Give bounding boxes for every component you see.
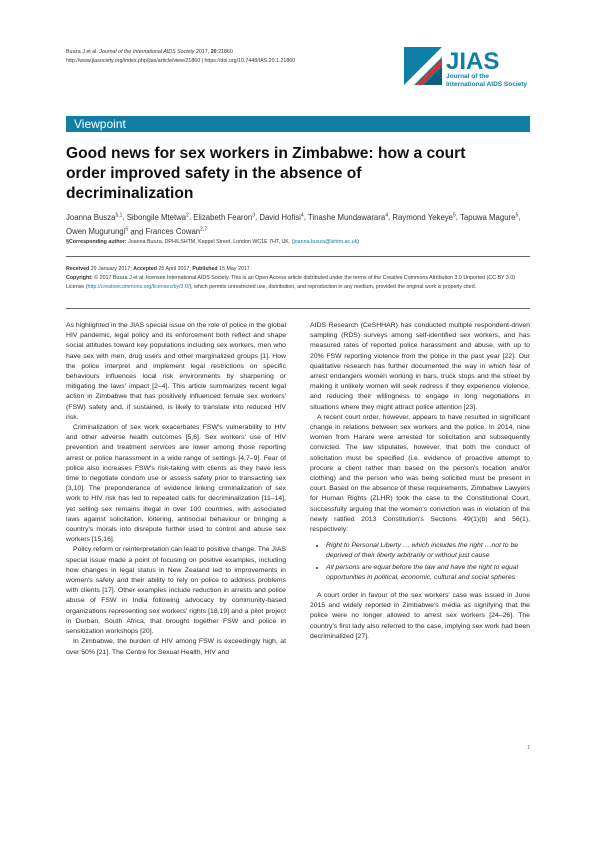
paragraph: A court order in favour of the sex workers' case was issued in June 2015 and widely reported in Zimbabwe's media as signifying that the police were no longer allowed to arrest sex workers [24–26]. The country's first lady also referred to the case, implying sex work had been decriminalized [27].	[310, 592, 530, 640]
svg-text:JIAS: JIAS	[446, 48, 500, 75]
paragraph: As highlighted in the JIAS special issue on the role of police in the global HIV pandemic, legal policy and its enforcement both reflect and shape social attitudes toward key populations including sex workers, men who have sex with men, drug users and other marginalized groups [1]. How the police interpret and implement legal restrictions on specific behaviours influences local risk environments by sharpening or mitigating the laws' impact [2–4]. This article summarizes recent legal action in Zimbabwe that has positively influenced female sex workers' (FSW) safety and, if sustained, is likely to translate into reduced HIV risk.	[66, 322, 286, 421]
license-link[interactable]: http://creativecommons.org/licenses/by/3.0/	[87, 283, 190, 290]
jias-logo-mark	[402, 43, 530, 95]
section-label: Viewpoint	[74, 117, 126, 131]
author-name: David Hofisi$^4$	[259, 212, 304, 222]
paragraph: In Zimbabwe, the burden of HIV among FSW is exceedingly high, at over 50% [21]. The Centre for Sexual Health, HIV and	[66, 638, 286, 656]
author-name: Tapuwa Magure$^5$	[460, 212, 519, 222]
article-links[interactable]: http://www.jiasociety.org/index.php/jias/article/view/21860 | https://doi.org/10.7448/IAS.20.1.21860	[66, 57, 296, 64]
author-name: Tinashe Mundawarara$^4$	[307, 212, 388, 222]
section-banner	[66, 116, 530, 132]
jias-logo	[402, 43, 530, 95]
author-name: Sibongile Mtetwa$^2$	[126, 212, 189, 222]
email-link[interactable]: joanna.busza@lshtm.ac.uk	[293, 239, 358, 245]
corresponding-author: §Corresponding author: Joanna Busza, DPH/LSHTM, Keppel Street, London WC1E 7HT, UK. (joanna.busza@lshtm.ac.uk)	[66, 239, 360, 245]
paragraph: Policy reform or reinterpretation can lead to positive change. The JIAS special issue made a point of focusing on positive examples, including how changes in legal status in New Zealand led to improvements in women's safety and their ability to rely on police to address problems with clients [17]. Other examples include reduction in arrests and police abuse of FSW in India following advocacy by community-based organizations representing sex workers' rights [18,19] and a pilot project in Durban, South Africa, that brought together FSW and police in sensitization workshops [20].	[66, 546, 286, 636]
svg-text:Journal of the: Journal of the	[446, 73, 489, 80]
list-item: • Right to Personal Liberty … which includes the right …not to be deprived of their liberty arbitrarily or without just cause	[326, 541, 530, 561]
author-name: Joanna Busza$^{\S,1}$	[66, 212, 123, 222]
body-column-right	[310, 321, 530, 642]
quote-list	[310, 541, 530, 583]
author-name: Frances Cowan$^{2,7}$	[145, 226, 208, 237]
article-title: Good news for sex workers in Zimbabwe: how a court order improved safety in the absence of decriminalization	[66, 145, 466, 202]
paragraph: AIDS Research (CeSHHAR) has conducted multiple respondent-driven sampling (RDS) surveys among self-identified sex workers, and has measured rates of reported police harassment and abuse, with up to 20% FSW reporting violence from the police in the past year [22]. Our qualitative research has further documented the way in which fear of arrest endangers women working in bars, truck stops and the street by making it unlikely women will seek redress if they experience violence, and reducing their willingness to engage in long negotiations in situations where they might attract police attention [23].	[310, 322, 530, 411]
paragraph: Criminalization of sex work exacerbates FSW's vulnerability to HIV and other adverse health outcomes [5,6]. Sex workers' use of HIV prevention and treatment services are lower among those reporting arrest or police harassment in a wide range of settings [4,7–9]. Fear of police also increases FSW's risk-taking with clients as they have less time to negotiate condom use or assess safety prior to transacting sex [3,10]. The preponderance of evidence linking criminalization of sex work to HIV risk has led to repeated calls for decriminalization [11–14], yet selling sex remains illegal in over 100 countries, with associated laws against solicitation, loitering, antisocial behaviour or bringing a country's morals into disrepute further used to control and abuse sex workers [15,16].	[66, 424, 286, 544]
paragraph: A recent court order, however, appears to have resulted in significant change in relations between sex workers and the police. In 2014, nine women from Harare were arrested for solicitation and subsequently convicted. The law stipulates, however, that both the conduct of solicitation must be specified (i.e. evidence of proactive attempt to procure a client rather than based on the person's location and/or clothing) and the person who was being solicited must be present in court. Based on the absence of these requirements, Zimbabwe Lawyers for Human Rights (ZLHR) took the case to the Constitutional Court, successfully arguing that the women's conviction was in violation of the newly ratified 2013 Constitution's Sections 49(1)(b) and 56(1), respectively:	[310, 413, 530, 534]
article-meta: Received 29 January 2017; Accepted 25 April 2017; Published 15 May 2017 Copyright: © 2017 Busza J et al; licensee International AIDS Society. This is an Open Access article distributed under the terms of the Creative Commons Attribution 3.0 Unported (CC BY 3.0) License (http://creativecommons.org/licenses/by/3.0/), which permits unrestricted use, distribution, and reproduction in any medium, provided the original work is properly cited.	[66, 266, 516, 290]
author-name: Elizabeth Fearon$^3$	[193, 212, 255, 222]
author-name: Owen Mugurungi$^6$	[66, 226, 129, 237]
journal-citation: Busza J et al. Journal of the International AIDS Society 2017, 20:21860 http://www.jiasociety.org/index.php/jias/article/view/21860 | https://doi.org/10.7448/IAS.20.1.21860	[66, 49, 296, 64]
author-name: Raymond Yekeye$^5$	[392, 212, 456, 222]
divider	[66, 308, 530, 309]
body-column-left	[66, 321, 286, 658]
svg-text:International AIDS Society: International AIDS Society	[446, 81, 528, 88]
author-list: Joanna Busza$^{\S,1}$, Sibongile Mtetwa$^2$, Elizabeth Fearon$^3$, David Hofisi$^4$, Tinashe Mundawarara$^4$, Raymond Yekeye$^5$, Tapuwa Magure$^5$, Owen Mugurungi$^6$ and Frances Cowan$^{2,7}$	[66, 212, 521, 237]
list-item: • All persons are equal before the law and have the right to equal opportunities in political, economic, cultural and social spheres	[326, 563, 530, 583]
divider	[66, 256, 530, 257]
page-number: 1	[527, 745, 531, 751]
